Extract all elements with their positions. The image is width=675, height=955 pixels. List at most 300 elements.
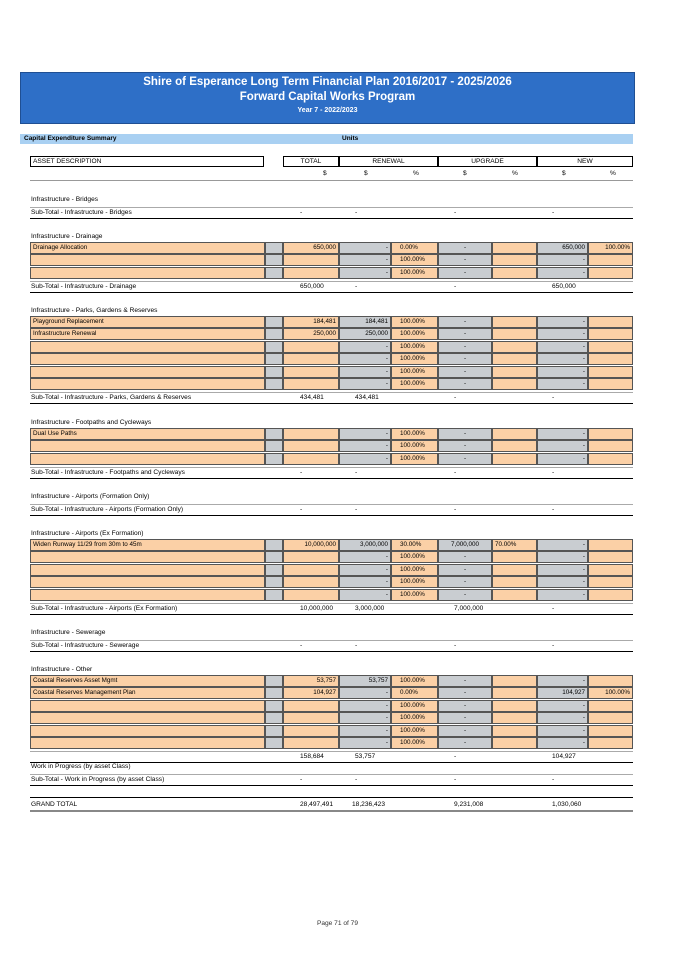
subtotal-label: Sub-Total - Infrastructure - Parks, Gardens & Reserves: [31, 394, 192, 402]
subtotal-total: -: [300, 642, 303, 649]
row-upgrade-pct-cell: [492, 440, 537, 452]
subtotal-top-rule: [30, 281, 633, 282]
row-total-cell: [283, 725, 339, 737]
row-new-cell: 650,000: [537, 242, 588, 254]
row-spacer-cell: [265, 576, 283, 588]
row-renewal-cell: 250,000: [339, 328, 391, 340]
row-renewal-pct-cell: 100.00%: [391, 428, 438, 440]
row-new-cell: -: [537, 366, 588, 378]
row-total-cell: [283, 254, 339, 266]
column-header-renewal: RENEWAL: [339, 156, 438, 167]
row-renewal-cell: -: [339, 254, 391, 266]
row-upgrade-cell: -: [438, 712, 492, 724]
row-renewal-cell: -: [339, 366, 391, 378]
row-new-cell: -: [537, 712, 588, 724]
row-new-cell: -: [537, 725, 588, 737]
row-new-pct-cell: [588, 254, 633, 266]
row-total-cell: [283, 551, 339, 563]
row-description-cell: Coastal Reserves Asset Mgmt: [30, 675, 265, 687]
row-description-cell: [30, 725, 265, 737]
subtotal-bottom-rule: [30, 403, 633, 404]
subtotal-renewal: 3,000,000: [355, 605, 385, 612]
subtotal-new: -: [552, 469, 555, 477]
subtotal-top-rule: [30, 467, 633, 468]
subtotal-top-rule: [30, 774, 633, 775]
row-upgrade-cell: -: [438, 589, 492, 601]
subtotal-top-rule: [30, 207, 633, 208]
row-description-cell: [30, 378, 265, 390]
unit-renewal-dollar: $: [364, 170, 368, 177]
row-renewal-cell: -: [339, 589, 391, 601]
row-renewal-pct-cell: 100.00%: [391, 366, 438, 378]
row-new-pct-cell: [588, 440, 633, 452]
subtotal-renewal: -: [355, 776, 358, 783]
row-upgrade-pct-cell: [492, 700, 537, 712]
grand-total-upgrade: 9,231,008: [454, 801, 484, 808]
row-new-pct-cell: [588, 700, 633, 712]
subtotal-renewal: 434,481: [355, 394, 379, 402]
grand-total-new: 1,030,060: [552, 801, 582, 808]
page-number: Page 71 of 79: [316, 920, 359, 927]
row-spacer-cell: [265, 551, 283, 563]
row-new-pct-cell: [588, 366, 633, 378]
row-upgrade-pct-cell: [492, 453, 537, 465]
row-new-pct-cell: [588, 675, 633, 687]
subtotal-label: Sub-Total - Infrastructure - Sewerage: [31, 642, 140, 649]
row-renewal-pct-cell: 100.00%: [391, 453, 438, 465]
row-new-cell: -: [537, 378, 588, 390]
row-renewal-cell: -: [339, 440, 391, 452]
subtotal-total: -: [300, 469, 303, 477]
row-renewal-pct-cell: 100.00%: [391, 589, 438, 601]
units-label: Units: [342, 135, 359, 142]
row-renewal-cell: -: [339, 576, 391, 588]
row-new-cell: -: [537, 564, 588, 576]
row-spacer-cell: [265, 366, 283, 378]
subtotal-label: Sub-Total - Work in Progress (by asset Class): [31, 776, 165, 783]
subtotal-total: 158,684: [300, 753, 324, 761]
row-description-cell: [30, 353, 265, 365]
row-renewal-cell: -: [339, 353, 391, 365]
subtotal-upgrade: -: [454, 642, 457, 649]
subtotal-top-rule: [30, 603, 633, 604]
row-description-cell: [30, 589, 265, 601]
row-new-pct-cell: [588, 589, 633, 601]
row-upgrade-cell: -: [438, 687, 492, 699]
row-upgrade-cell: -: [438, 341, 492, 353]
subtotal-upgrade: -: [454, 394, 457, 402]
row-renewal-cell: 53,757: [339, 675, 391, 687]
row-upgrade-pct-cell: [492, 564, 537, 576]
row-renewal-cell: -: [339, 712, 391, 724]
row-new-cell: -: [537, 316, 588, 328]
subtotal-new: 650,000: [552, 283, 576, 291]
row-upgrade-cell: -: [438, 378, 492, 390]
column-header-asset: ASSET DESCRIPTION: [30, 156, 264, 167]
subtotal-upgrade: -: [454, 469, 457, 477]
subtotal-renewal: -: [355, 506, 358, 513]
row-upgrade-cell: 7,000,000: [438, 539, 492, 551]
row-upgrade-pct-cell: [492, 328, 537, 340]
subtotal-bottom-rule: [30, 292, 633, 293]
row-upgrade-pct-cell: [492, 316, 537, 328]
row-upgrade-cell: -: [438, 725, 492, 737]
subtotal-new: -: [552, 394, 555, 402]
summary-label: Capital Expenditure Summary: [24, 135, 117, 142]
unit-upgrade-dollar: $: [463, 170, 467, 177]
row-description-cell: [30, 564, 265, 576]
row-spacer-cell: [265, 712, 283, 724]
subtotal-upgrade: -: [454, 776, 457, 783]
row-upgrade-pct-cell: [492, 737, 537, 749]
row-upgrade-cell: -: [438, 353, 492, 365]
row-total-cell: [283, 700, 339, 712]
row-upgrade-cell: -: [438, 428, 492, 440]
section-title: Infrastructure - Footpaths and Cycleways: [31, 419, 152, 426]
row-upgrade-pct-cell: [492, 725, 537, 737]
row-renewal-cell: -: [339, 341, 391, 353]
subtotal-renewal: -: [355, 642, 358, 649]
row-upgrade-cell: -: [438, 328, 492, 340]
row-spacer-cell: [265, 539, 283, 551]
row-upgrade-cell: -: [438, 453, 492, 465]
row-total-cell: [283, 737, 339, 749]
header-divider: [30, 180, 633, 181]
row-renewal-pct-cell: 100.00%: [391, 378, 438, 390]
row-new-pct-cell: [588, 428, 633, 440]
row-spacer-cell: [265, 737, 283, 749]
row-new-cell: -: [537, 440, 588, 452]
subtotal-label: Sub-Total - Infrastructure - Airports (Ex Formation): [31, 605, 178, 612]
row-new-pct-cell: [588, 353, 633, 365]
subtotal-renewal: -: [355, 469, 358, 477]
unit-new-dollar: $: [562, 170, 566, 177]
row-description-cell: [30, 737, 265, 749]
row-renewal-pct-cell: 100.00%: [391, 712, 438, 724]
row-upgrade-cell: -: [438, 366, 492, 378]
row-description-cell: Infrastructure Renewal: [30, 328, 265, 340]
row-renewal-pct-cell: 100.00%: [391, 700, 438, 712]
row-upgrade-cell: -: [438, 576, 492, 588]
section-title: Infrastructure - Drainage: [31, 233, 103, 240]
row-new-cell: -: [537, 539, 588, 551]
unit-upgrade-pct: %: [512, 170, 518, 177]
row-spacer-cell: [265, 453, 283, 465]
row-description-cell: [30, 576, 265, 588]
subtotal-top-rule: [30, 640, 633, 641]
row-renewal-pct-cell: 100.00%: [391, 267, 438, 279]
row-new-pct-cell: [588, 564, 633, 576]
subtotal-total: -: [300, 506, 303, 513]
row-renewal-cell: 3,000,000: [339, 539, 391, 551]
row-upgrade-pct-cell: [492, 576, 537, 588]
row-renewal-pct-cell: 30.00%: [391, 539, 438, 551]
row-renewal-cell: -: [339, 551, 391, 563]
row-new-pct-cell: 100.00%: [588, 687, 633, 699]
subtotal-label: Sub-Total - Infrastructure - Drainage: [31, 283, 137, 291]
subtotal-upgrade: -: [454, 506, 457, 513]
row-new-pct-cell: [588, 539, 633, 551]
subtotal-total: 650,000: [300, 283, 324, 291]
row-new-cell: -: [537, 267, 588, 279]
report-title: Shire of Esperance Long Term Financial Plan 2016/2017 - 2025/2026: [143, 76, 512, 88]
row-description-cell: [30, 366, 265, 378]
row-upgrade-pct-cell: [492, 589, 537, 601]
subtotal-total: 434,481: [300, 394, 324, 402]
row-new-pct-cell: [588, 576, 633, 588]
subtotal-bottom-rule: [30, 478, 633, 479]
row-renewal-cell: -: [339, 700, 391, 712]
grand-total-renewal: 18,236,423: [352, 801, 386, 808]
subtotal-bottom-rule: [30, 614, 633, 615]
row-new-cell: -: [537, 328, 588, 340]
subtotal-renewal: 53,757: [355, 753, 376, 761]
section-title: Infrastructure - Airports (Formation Only): [31, 493, 150, 500]
row-upgrade-pct-cell: [492, 378, 537, 390]
row-renewal-cell: -: [339, 564, 391, 576]
row-upgrade-pct-cell: [492, 687, 537, 699]
row-renewal-cell: -: [339, 737, 391, 749]
row-new-cell: -: [537, 428, 588, 440]
row-upgrade-pct-cell: [492, 366, 537, 378]
row-total-cell: [283, 712, 339, 724]
row-description-cell: Coastal Reserves Management Plan: [30, 687, 265, 699]
row-description-cell: Playground Replacement: [30, 316, 265, 328]
row-description-cell: [30, 712, 265, 724]
row-new-cell: -: [537, 675, 588, 687]
row-spacer-cell: [265, 564, 283, 576]
section-title: Infrastructure - Parks, Gardens & Reserves: [31, 307, 158, 314]
row-description-cell: [30, 700, 265, 712]
row-new-cell: -: [537, 341, 588, 353]
row-renewal-cell: -: [339, 687, 391, 699]
row-spacer-cell: [265, 378, 283, 390]
subtotal-new: 104,927: [552, 753, 576, 761]
row-new-pct-cell: [588, 737, 633, 749]
unit-new-pct: %: [610, 170, 616, 177]
row-upgrade-cell: -: [438, 242, 492, 254]
row-renewal-cell: 184,481: [339, 316, 391, 328]
subtotal-label: Sub-Total - Infrastructure - Airports (Formation Only): [31, 506, 184, 513]
row-new-pct-cell: [588, 453, 633, 465]
column-header-upgrade: UPGRADE: [438, 156, 537, 167]
row-upgrade-pct-cell: [492, 267, 537, 279]
row-renewal-pct-cell: 100.00%: [391, 576, 438, 588]
row-renewal-pct-cell: 100.00%: [391, 440, 438, 452]
row-new-pct-cell: [588, 267, 633, 279]
row-spacer-cell: [265, 675, 283, 687]
row-renewal-cell: -: [339, 428, 391, 440]
section-title: Infrastructure - Bridges: [31, 196, 99, 203]
section-title: Infrastructure - Airports (Ex Formation): [31, 530, 144, 537]
section-title: Work in Progress (by asset Class): [31, 763, 131, 770]
row-spacer-cell: [265, 589, 283, 601]
row-upgrade-cell: -: [438, 316, 492, 328]
subtotal-top-rule: [30, 504, 633, 505]
row-upgrade-cell: -: [438, 551, 492, 563]
row-new-pct-cell: [588, 725, 633, 737]
subtotal-new: -: [552, 209, 555, 216]
section-title: Infrastructure - Sewerage: [31, 629, 106, 636]
row-description-cell: [30, 440, 265, 452]
subtotal-upgrade: -: [454, 753, 457, 761]
row-renewal-pct-cell: 100.00%: [391, 328, 438, 340]
subtotal-top-rule: [30, 392, 633, 393]
subtotal-label: Sub-Total - Infrastructure - Footpaths and Cycleways: [31, 469, 185, 477]
row-new-pct-cell: [588, 378, 633, 390]
row-new-cell: -: [537, 589, 588, 601]
subtotal-bottom-rule: [30, 651, 633, 652]
row-new-pct-cell: [588, 341, 633, 353]
row-renewal-pct-cell: 100.00%: [391, 725, 438, 737]
row-new-pct-cell: [588, 328, 633, 340]
row-new-cell: -: [537, 737, 588, 749]
grand-total-top-rule: [30, 797, 633, 798]
row-spacer-cell: [265, 725, 283, 737]
row-upgrade-pct-cell: [492, 428, 537, 440]
grand-total-double-rule: [30, 810, 633, 812]
row-new-pct-cell: [588, 551, 633, 563]
row-new-pct-cell: [588, 316, 633, 328]
row-upgrade-cell: -: [438, 267, 492, 279]
row-spacer-cell: [265, 267, 283, 279]
row-upgrade-pct-cell: [492, 353, 537, 365]
row-total-cell: [283, 440, 339, 452]
row-upgrade-pct-cell: [492, 341, 537, 353]
row-renewal-pct-cell: 0.00%: [391, 687, 438, 699]
row-description-cell: [30, 453, 265, 465]
row-description-cell: Widen Runway 11/29 from 30m to 45m: [30, 539, 265, 551]
row-renewal-pct-cell: 100.00%: [391, 316, 438, 328]
row-total-cell: [283, 564, 339, 576]
section-title: Infrastructure - Other: [31, 666, 93, 673]
subtotal-top-rule: [30, 751, 633, 752]
row-upgrade-pct-cell: [492, 242, 537, 254]
row-renewal-cell: -: [339, 378, 391, 390]
row-renewal-pct-cell: 100.00%: [391, 254, 438, 266]
report-subtitle: Forward Capital Works Program: [239, 91, 416, 103]
row-upgrade-cell: -: [438, 440, 492, 452]
row-description-cell: [30, 341, 265, 353]
row-upgrade-pct-cell: [492, 551, 537, 563]
row-upgrade-cell: -: [438, 737, 492, 749]
column-header-new: NEW: [537, 156, 633, 167]
row-renewal-cell: -: [339, 725, 391, 737]
row-total-cell: 104,927: [283, 687, 339, 699]
row-renewal-cell: -: [339, 453, 391, 465]
row-renewal-cell: -: [339, 267, 391, 279]
row-description-cell: [30, 551, 265, 563]
row-spacer-cell: [265, 316, 283, 328]
row-new-pct-cell: 100.00%: [588, 242, 633, 254]
row-total-cell: 250,000: [283, 328, 339, 340]
subtotal-new: -: [552, 642, 555, 649]
subtotal-bottom-rule: [30, 785, 633, 786]
row-upgrade-cell: -: [438, 254, 492, 266]
row-renewal-pct-cell: 0.00%: [391, 242, 438, 254]
row-renewal-pct-cell: 100.00%: [391, 564, 438, 576]
row-upgrade-pct-cell: [492, 712, 537, 724]
row-spacer-cell: [265, 428, 283, 440]
row-description-cell: Drainage Allocation: [30, 242, 265, 254]
row-new-cell: -: [537, 254, 588, 266]
report-header-banner: [20, 72, 635, 124]
row-upgrade-cell: -: [438, 675, 492, 687]
subtotal-total: -: [300, 776, 303, 783]
row-upgrade-cell: -: [438, 700, 492, 712]
subtotal-upgrade: 7,000,000: [454, 605, 484, 612]
row-total-cell: 650,000: [283, 242, 339, 254]
row-spacer-cell: [265, 687, 283, 699]
row-spacer-cell: [265, 440, 283, 452]
row-total-cell: [283, 453, 339, 465]
subtotal-new: -: [552, 506, 555, 513]
row-total-cell: [283, 428, 339, 440]
column-header-total: TOTAL: [283, 156, 339, 167]
row-spacer-cell: [265, 341, 283, 353]
subtotal-upgrade: -: [454, 283, 457, 291]
row-description-cell: [30, 267, 265, 279]
row-new-cell: -: [537, 700, 588, 712]
subtotal-label: Sub-Total - Infrastructure - Bridges: [31, 209, 132, 216]
unit-renewal-pct: %: [413, 170, 419, 177]
row-total-cell: 53,757: [283, 675, 339, 687]
row-spacer-cell: [265, 700, 283, 712]
row-new-cell: -: [537, 353, 588, 365]
row-total-cell: 10,000,000: [283, 539, 339, 551]
row-total-cell: 184,481: [283, 316, 339, 328]
subtotal-renewal: -: [355, 209, 358, 216]
subtotal-upgrade: -: [454, 209, 457, 216]
row-upgrade-pct-cell: 70.00%: [492, 539, 537, 551]
report-year: Year 7 - 2022/2023: [297, 107, 358, 114]
subtotal-total: 10,000,000: [300, 605, 334, 612]
subtotal-bottom-rule: [30, 218, 633, 219]
row-renewal-pct-cell: 100.00%: [391, 551, 438, 563]
capital-expenditure-summary-bar: [20, 134, 633, 144]
row-renewal-cell: -: [339, 242, 391, 254]
row-new-cell: -: [537, 551, 588, 563]
row-spacer-cell: [265, 242, 283, 254]
row-total-cell: [283, 366, 339, 378]
row-spacer-cell: [265, 353, 283, 365]
unit-total-dollar: $: [323, 170, 327, 177]
row-description-cell: [30, 254, 265, 266]
row-new-cell: 104,927: [537, 687, 588, 699]
row-new-cell: -: [537, 576, 588, 588]
row-total-cell: [283, 576, 339, 588]
row-total-cell: [283, 378, 339, 390]
subtotal-new: -: [552, 605, 555, 612]
row-renewal-pct-cell: 100.00%: [391, 341, 438, 353]
row-new-cell: -: [537, 453, 588, 465]
row-upgrade-pct-cell: [492, 675, 537, 687]
row-description-cell: Dual Use Paths: [30, 428, 265, 440]
row-renewal-pct-cell: 100.00%: [391, 737, 438, 749]
row-total-cell: [283, 353, 339, 365]
row-upgrade-cell: -: [438, 564, 492, 576]
grand-total-label: GRAND TOTAL: [31, 801, 78, 808]
subtotal-bottom-rule: [30, 515, 633, 516]
row-total-cell: [283, 341, 339, 353]
row-renewal-pct-cell: 100.00%: [391, 353, 438, 365]
row-total-cell: [283, 589, 339, 601]
row-new-pct-cell: [588, 712, 633, 724]
row-spacer-cell: [265, 254, 283, 266]
grand-total-total: 28,497,491: [300, 801, 334, 808]
row-upgrade-pct-cell: [492, 254, 537, 266]
subtotal-renewal: -: [355, 283, 358, 291]
